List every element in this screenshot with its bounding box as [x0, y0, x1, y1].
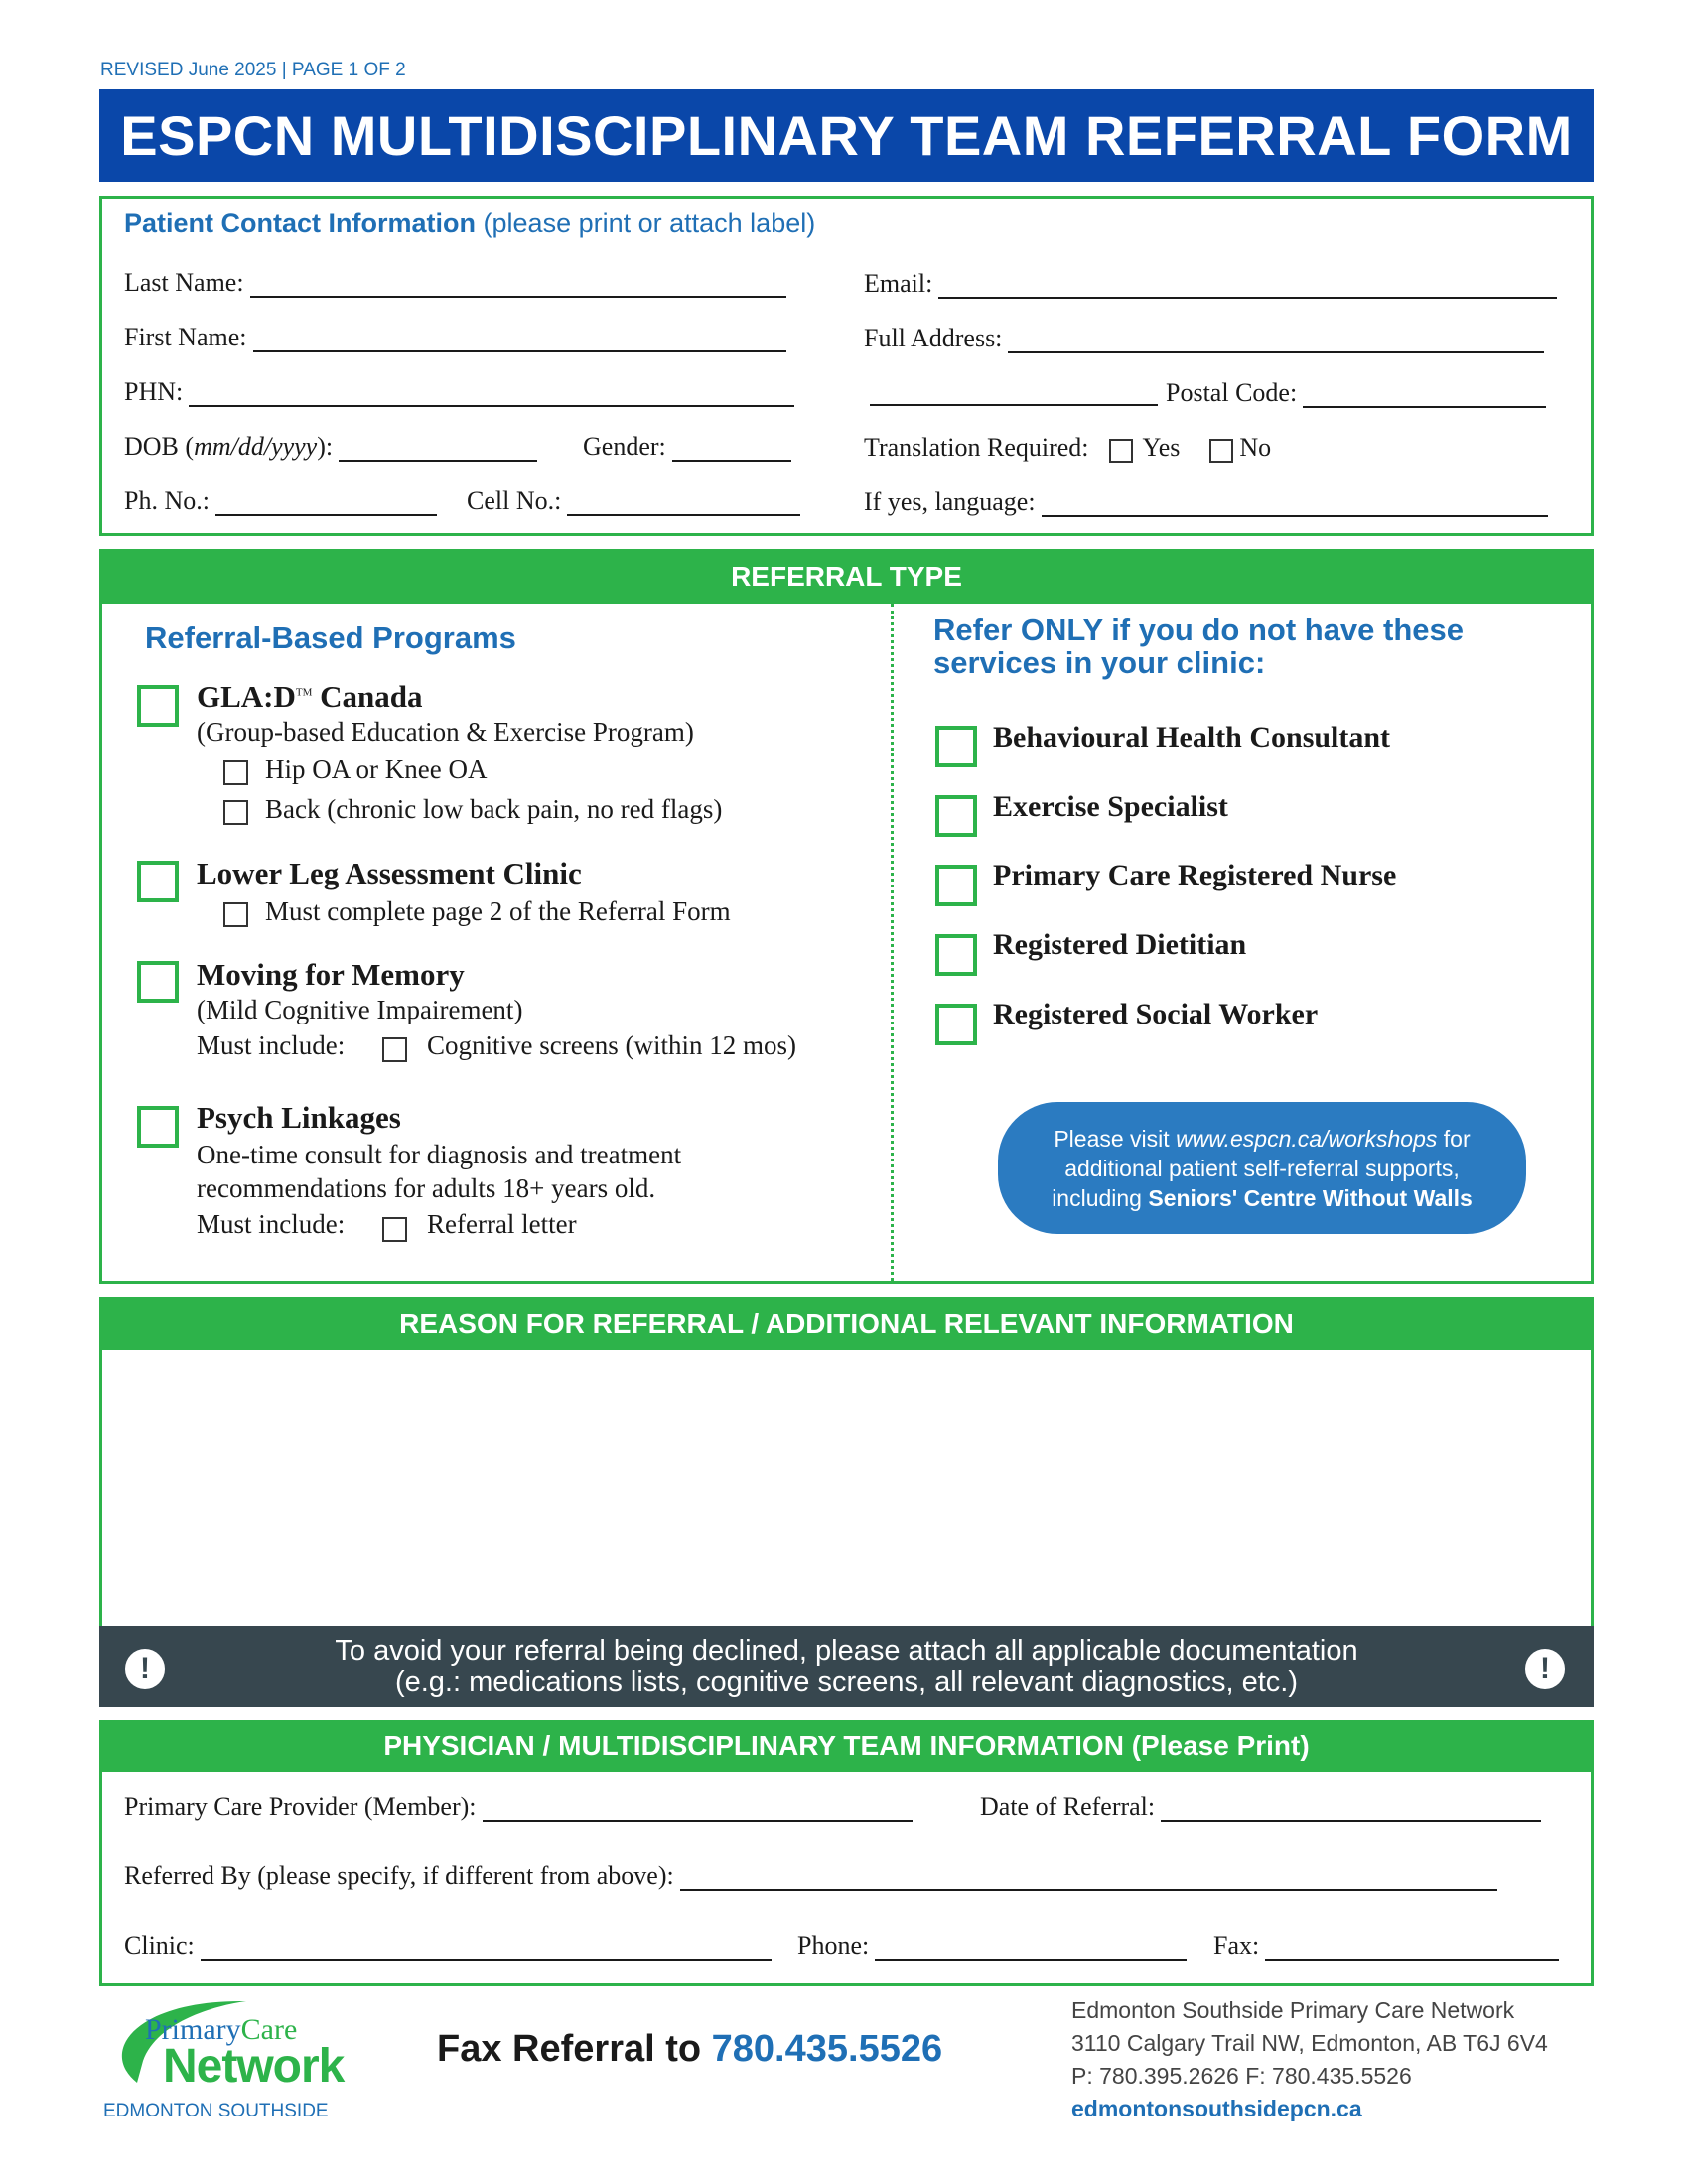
address-line2-input[interactable]: [870, 378, 1158, 406]
logo-subtitle: EDMONTON SOUTHSIDE: [103, 2101, 329, 2121]
lower-leg-checkbox[interactable]: [137, 861, 179, 902]
provider-field: Primary Care Provider (Member):: [124, 1792, 913, 1822]
psych-checkbox[interactable]: [137, 1106, 179, 1148]
workshops-callout: Please visit www.espcn.ca/workshops for additional patient self-referral supports, including Seniors' Centre Without Walls: [998, 1102, 1526, 1234]
patient-info-heading: Patient Contact Information (please print or attach label): [124, 208, 816, 238]
memory-must-include: Must include:: [197, 1030, 346, 1060]
translation-no-checkbox[interactable]: [1209, 439, 1233, 463]
psych-desc-line2: recommendations for adults 18+ years old.: [197, 1173, 656, 1203]
clinic-input[interactable]: [201, 1933, 772, 1961]
hip-knee-label: Hip OA or Knee OA: [265, 754, 488, 784]
service-checkbox-exercise[interactable]: [935, 795, 977, 837]
warning-icon-right: !: [1525, 1649, 1565, 1689]
first-name-input[interactable]: [253, 325, 786, 352]
dob-input[interactable]: [339, 434, 537, 462]
language-input[interactable]: [1042, 489, 1548, 517]
service-label-bhc: Behavioural Health Consultant: [993, 721, 1391, 753]
referral-programs-heading: Referral-Based Programs: [145, 620, 516, 655]
refer-only-heading: Refer ONLY if you do not have these services in your clinic:: [933, 613, 1465, 680]
address-field: Full Address:: [864, 324, 1544, 353]
memory-title: Moving for Memory: [197, 957, 465, 992]
address-line2-field: [864, 378, 1158, 406]
psych-desc-line1: One-time consult for diagnosis and treatment: [197, 1140, 682, 1169]
phys-phone-field: Phone:: [797, 1931, 1187, 1961]
postal-code-input[interactable]: [1303, 380, 1546, 408]
service-label-exercise: Exercise Specialist: [993, 790, 1228, 823]
lower-leg-page2-label: Must complete page 2 of the Referral Form: [265, 896, 731, 926]
service-checkbox-nurse[interactable]: [935, 865, 977, 906]
service-label-social-worker: Registered Social Worker: [993, 998, 1319, 1030]
workshops-link[interactable]: www.espcn.ca/workshops: [1176, 1125, 1438, 1152]
cell-field: Cell No.:: [467, 486, 800, 516]
service-checkbox-social-worker[interactable]: [935, 1004, 977, 1045]
hip-knee-checkbox[interactable]: [223, 760, 248, 785]
language-field: If yes, language:: [864, 487, 1548, 517]
glad-subtitle: (Group-based Education & Exercise Program): [197, 717, 694, 747]
org-phones: P: 780.395.2626 F: 780.435.5526: [1071, 2063, 1412, 2089]
form-title: ESPCN MULTIDISCIPLINARY TEAM REFERRAL FORM: [120, 104, 1573, 167]
phone-field: Ph. No.:: [124, 486, 437, 516]
psych-must-include: Must include:: [197, 1209, 346, 1239]
physician-header: PHYSICIAN / MULTIDISCIPLINARY TEAM INFORMATION (Please Print): [99, 1720, 1594, 1772]
translation-yes-checkbox[interactable]: [1109, 439, 1133, 463]
memory-subtitle: (Mild Cognitive Impairement): [197, 995, 523, 1024]
phys-phone-input[interactable]: [875, 1933, 1187, 1961]
warning-icon-left: !: [125, 1649, 165, 1689]
email-input[interactable]: [938, 271, 1557, 299]
form-title-bar: [99, 89, 1594, 182]
last-name-input[interactable]: [250, 270, 786, 298]
org-name: Edmonton Southside Primary Care Network: [1071, 1997, 1515, 2023]
glad-checkbox[interactable]: [137, 685, 179, 727]
fax-referral-label: Fax Referral to 780.435.5526: [437, 2028, 943, 2070]
referral-date-input[interactable]: [1161, 1794, 1541, 1822]
referral-letter-label: Referral letter: [427, 1209, 577, 1239]
org-website[interactable]: edmontonsouthsidepcn.ca: [1071, 2096, 1362, 2121]
back-label: Back (chronic low back pain, no red flags): [265, 794, 723, 824]
referral-date-field: Date of Referral:: [980, 1792, 1541, 1822]
service-label-dietitian: Registered Dietitian: [993, 928, 1247, 961]
lower-leg-page2-checkbox[interactable]: [223, 902, 248, 927]
cognitive-screens-label: Cognitive screens (within 12 mos): [427, 1030, 796, 1060]
reason-textarea[interactable]: [109, 1355, 1584, 1618]
provider-input[interactable]: [483, 1794, 913, 1822]
postal-code-field: Postal Code:: [1166, 378, 1546, 408]
organization-address: [1071, 1994, 1548, 2125]
cell-input[interactable]: [567, 488, 800, 516]
pcn-logo: [97, 1991, 375, 2125]
phys-fax-input[interactable]: [1265, 1933, 1559, 1961]
phys-fax-field: Fax:: [1213, 1931, 1559, 1961]
referred-by-input[interactable]: [680, 1863, 1497, 1891]
fax-referral-number: 780.435.5526: [711, 2028, 943, 2070]
patient-info-section: [99, 196, 1594, 536]
first-name-field: First Name:: [124, 323, 786, 352]
referral-letter-checkbox[interactable]: [382, 1217, 407, 1242]
dob-field: DOB ( mm/dd/yyyy ):: [124, 432, 537, 462]
referral-type-header: REFERRAL TYPE: [99, 549, 1594, 604]
back-checkbox[interactable]: [223, 800, 248, 825]
cognitive-screens-checkbox[interactable]: [382, 1037, 407, 1062]
service-label-nurse: Primary Care Registered Nurse: [993, 859, 1397, 891]
reason-header: REASON FOR REFERRAL / ADDITIONAL RELEVANT INFORMATION: [99, 1297, 1594, 1350]
clinic-field: Clinic:: [124, 1931, 772, 1961]
revision-note: REVISED June 2025 | PAGE 1 OF 2: [100, 60, 406, 80]
service-checkbox-dietitian[interactable]: [935, 934, 977, 976]
gender-input[interactable]: [672, 434, 791, 462]
referred-by-field: Referred By (please specify, if different from above):: [124, 1861, 1497, 1891]
service-checkbox-bhc[interactable]: [935, 726, 977, 767]
translation-no-label: No: [1239, 433, 1272, 462]
org-street: 3110 Calgary Trail NW, Edmonton, AB T6J 6V4: [1071, 2030, 1548, 2056]
logo-care-text: Care: [240, 2013, 298, 2046]
glad-title: GLA:D™ Canada: [197, 679, 423, 714]
phn-field: PHN:: [124, 377, 794, 407]
memory-checkbox[interactable]: [137, 961, 179, 1003]
address-input[interactable]: [1008, 326, 1544, 353]
warning-line-1: To avoid your referral being declined, please attach all applicable documentation: [335, 1635, 1358, 1667]
warning-bar: [99, 1626, 1594, 1707]
gender-field: Gender:: [583, 432, 791, 462]
phone-input[interactable]: [215, 488, 437, 516]
logo-primary-text: Primary: [145, 2013, 241, 2046]
email-field: Email:: [864, 269, 1557, 299]
psych-title: Psych Linkages: [197, 1100, 401, 1135]
phn-input[interactable]: [189, 379, 794, 407]
translation-yes-label: Yes: [1142, 433, 1181, 462]
warning-line-2: (e.g.: medications lists, cognitive screens, all relevant diagnostics, etc.): [394, 1666, 1299, 1698]
logo-network-text: Network: [163, 2040, 345, 2093]
translation-field: Translation Required: Yes No: [864, 433, 1272, 462]
last-name-field: Last Name:: [124, 268, 786, 298]
lower-leg-title: Lower Leg Assessment Clinic: [197, 856, 582, 890]
column-divider: [891, 604, 894, 1281]
